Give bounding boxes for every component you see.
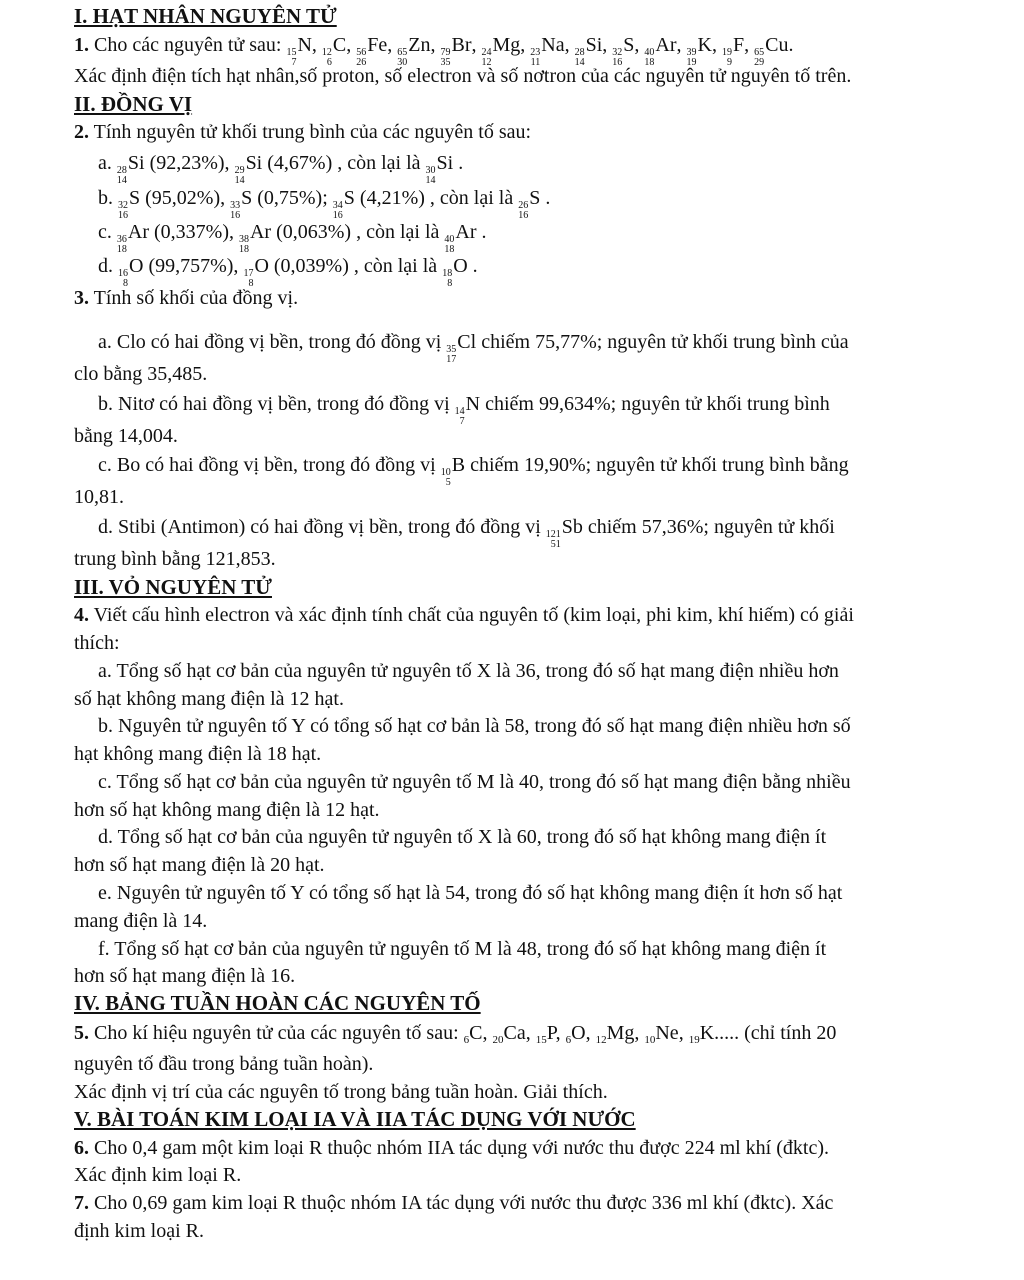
isotope-si28: 28 14 Si bbox=[574, 34, 603, 68]
isotope-si30: 30 14 Si bbox=[425, 152, 454, 186]
isotope-mg24: 24 12 Mg bbox=[481, 34, 521, 68]
q5-prompt: 5. Cho kí hiệu nguyên tử của các nguyên tố sau: $_6$C, $_{20}$Ca, $_{15}$P, $_6$O, $_{12}$Mg, $_{10}$Ne, $_{19}$K..... (chỉ tính 20 bbox=[74, 1022, 837, 1046]
q6-instruction: Xác định kim loại R. bbox=[74, 1164, 242, 1186]
q4-item-d-cont: hơn số hạt mang điện là 20 hạt. bbox=[74, 854, 325, 876]
isotope-sb121: 121 51 Sb bbox=[545, 516, 583, 550]
isotope-s34: 34 16 S bbox=[332, 187, 355, 221]
isotope-c12: 12 6 C bbox=[321, 34, 347, 68]
section-3-heading: III. VỎ NGUYÊN TỬ bbox=[74, 575, 272, 599]
q3-item-d: d. Stibi (Antimon) có hai đồng vị bền, trong đó đồng vị 121 51 Sb chiếm 57,36%; nguyên tử khối bbox=[98, 516, 835, 550]
atomic-number: 19 bbox=[688, 1034, 700, 1046]
q5-prompt-cont: nguyên tố đầu trong bảng tuần hoàn). bbox=[74, 1053, 374, 1075]
q6-prompt: 6. Cho 0,4 gam một kim loại R thuộc nhóm IIA tác dụng với nước thu được 224 ml khí (đktc). bbox=[74, 1137, 829, 1159]
q3-item-a: a. Clo có hai đồng vị bền, trong đó đồng vị 35 17 Cl chiếm 75,77%; nguyên tử khối trung bình của bbox=[98, 331, 849, 365]
q5-instruction: Xác định vị trí của các nguyên tố trong bảng tuần hoàn. Giải thích. bbox=[74, 1081, 608, 1103]
q3-prompt: 3. Tính số khối của đồng vị. bbox=[74, 287, 299, 309]
q4-item-f-cont: hơn số hạt mang điện là 16. bbox=[74, 965, 296, 987]
q4-prompt: 4. Viết cấu hình electron và xác định tính chất của nguyên tố (kim loại, phi kim, khí hiếm) có giải bbox=[74, 604, 854, 626]
q4-prompt-cont: thích: bbox=[74, 632, 120, 654]
q4-item-f: f. Tổng số hạt cơ bản của nguyên tử nguyên tố M là 48, trong đó số hạt không mang điện ít bbox=[98, 938, 827, 960]
q3-item-b: b. Nitơ có hai đồng vị bền, trong đó đồng vị 14 7 N chiếm 99,634%; nguyên tử khối trung bình bbox=[98, 393, 830, 427]
q7-prompt: 7. Cho 0,69 gam kim loại R thuộc nhóm IA tác dụng với nước thu được 336 ml khí (đktc). Xác bbox=[74, 1192, 834, 1214]
q2-prompt: 2. Tính nguyên tử khối trung bình của các nguyên tố sau: bbox=[74, 121, 532, 143]
q2-item-d: d. 16 8 O (99,757%), 17 8 O (0,039%) , còn lại là 18 8 O . bbox=[98, 255, 478, 289]
q4-item-c: c. Tổng số hạt cơ bản của nguyên tử nguyên tố M là 40, trong đó số hạt mang điện bằng nhiều bbox=[98, 771, 851, 793]
atomic-number: 20 bbox=[492, 1034, 504, 1046]
isotope-s26: 26 16 S bbox=[518, 187, 541, 221]
atomic-number: 6 bbox=[463, 1034, 470, 1046]
q2-item-c: c. 36 18 Ar (0,337%), 38 18 Ar (0,063%) , còn lại là 40 18 Ar . bbox=[98, 221, 487, 255]
q3-item-c-cont: 10,81. bbox=[74, 486, 124, 508]
q3-item-a-cont: clo bằng 35,485. bbox=[74, 363, 208, 385]
isotope-o17: 17 8 O bbox=[243, 255, 269, 289]
isotope-cl35: 35 17 Cl bbox=[446, 331, 477, 365]
isotope-ar38: 38 18 Ar bbox=[238, 221, 272, 255]
isotope-ar40: 40 18 Ar bbox=[644, 34, 677, 68]
q4-item-e-cont: mang điện là 14. bbox=[74, 910, 208, 932]
isotope-si29: 29 14 Si bbox=[234, 152, 263, 186]
isotope-zn65: 65 30 Zn bbox=[397, 34, 431, 68]
q3-item-b-cont: bằng 14,004. bbox=[74, 425, 178, 447]
atomic-number: 12 bbox=[595, 1034, 607, 1046]
atomic-number: 6 bbox=[565, 1034, 572, 1046]
q1-isotope-list: 15 7 N, 12 6 C, 56 26 Fe, 65 30 Zn, 79 35 Br, 24 12 Mg, 23 11 Na, 28 14 Si, 32 16 S, 40 18 Ar, 39 19 K, 19 9 F, 65 29 Cu. bbox=[286, 34, 794, 68]
q4-item-a-cont: số hạt không mang điện là 12 hạt. bbox=[74, 688, 344, 710]
isotope-n14: 14 7 N bbox=[454, 393, 481, 427]
isotope-br79: 79 35 Br bbox=[440, 34, 472, 68]
isotope-ar40: 40 18 Ar bbox=[444, 221, 477, 255]
isotope-n15: 15 7 N bbox=[286, 34, 312, 68]
q4-item-b-cont: hạt không mang điện là 18 hạt. bbox=[74, 743, 322, 765]
q4-item-b: b. Nguyên tử nguyên tố Y có tổng số hạt cơ bản là 58, trong đó số hạt mang điện nhiều hơn số bbox=[98, 715, 851, 737]
element-symbol: Ne bbox=[655, 1022, 679, 1044]
section-1-heading: I. HẠT NHÂN NGUYÊN TỬ bbox=[74, 4, 337, 28]
atomic-number: 10 bbox=[644, 1034, 656, 1046]
element-symbol: O bbox=[571, 1022, 586, 1044]
section-5-heading: V. BÀI TOÁN KIM LOẠI IA VÀ IIA TÁC DỤNG VỚI NƯỚC bbox=[74, 1107, 636, 1131]
q3-item-d-cont: trung bình bằng 121,853. bbox=[74, 548, 276, 570]
section-2-heading: II. ĐỒNG VỊ bbox=[74, 92, 193, 116]
q4-item-d: d. Tổng số hạt cơ bản của nguyên tử nguyên tố X là 60, trong đó số hạt không mang điện ít bbox=[98, 826, 827, 848]
element-symbol: Ca bbox=[503, 1022, 526, 1044]
isotope-s32: 32 16 S bbox=[118, 187, 141, 221]
isotope-s32: 32 16 S bbox=[612, 34, 635, 68]
q3-item-c: c. Bo có hai đồng vị bền, trong đó đồng vị 10 5 B chiếm 19,90%; nguyên tử khối trung bình bằng bbox=[98, 454, 849, 488]
isotope-cu65: 65 29 Cu bbox=[754, 34, 789, 68]
isotope-si28: 28 14 Si bbox=[116, 152, 145, 186]
q7-instruction: định kim loại R. bbox=[74, 1220, 204, 1242]
atomic-number: 15 bbox=[535, 1034, 547, 1046]
q4-item-a: a. Tổng số hạt cơ bản của nguyên tử nguyên tố X là 36, trong đó số hạt mang điện nhiều hơn bbox=[98, 660, 839, 682]
isotope-o18: 18 8 O bbox=[442, 255, 468, 289]
element-symbol: K bbox=[699, 1022, 715, 1044]
q1-line: 1. Cho các nguyên tử sau: 15 7 N, 12 6 C, 56 26 Fe, 65 30 Zn, 79 35 Br, 24 12 Mg, 23 11 Na, 28 14 Si, 32 16 S, 40 18 Ar, 39 19 K, 19 9 F, 65 29 Cu. bbox=[74, 34, 794, 68]
element-symbol: P bbox=[546, 1022, 556, 1044]
q1-instruction: Xác định điện tích hạt nhân,số proton, số electron và số nơtron của các nguyên tử nguyên tố trên. bbox=[74, 65, 852, 87]
q4-item-e: e. Nguyên tử nguyên tố Y có tổng số hạt là 54, trong đó số hạt không mang điện ít hơn số hạt bbox=[98, 882, 843, 904]
isotope-na23: 23 11 Na bbox=[530, 34, 565, 68]
isotope-ar36: 36 18 Ar bbox=[116, 221, 149, 255]
isotope-f19: 19 9 F bbox=[721, 34, 745, 68]
section-4-heading: IV. BẢNG TUẦN HOÀN CÁC NGUYÊN TỐ bbox=[74, 991, 481, 1015]
q5-symbol-list: $_6$C, $_{20}$Ca, $_{15}$P, $_6$O, $_{12}$Mg, $_{10}$Ne, $_{19}$K bbox=[463, 1022, 715, 1046]
element-symbol: C bbox=[469, 1022, 483, 1044]
q2-item-a: a. 28 14 Si (92,23%), 29 14 Si (4,67%) , còn lại là 30 14 Si . bbox=[98, 152, 464, 186]
isotope-b10: 10 5 B bbox=[440, 454, 466, 488]
isotope-fe56: 56 26 Fe bbox=[356, 34, 388, 68]
isotope-o16: 16 8 O bbox=[118, 255, 144, 289]
isotope-k39: 39 19 K bbox=[686, 34, 712, 68]
element-symbol: Mg bbox=[606, 1022, 635, 1044]
q4-item-c-cont: hơn số hạt không mang điện là 12 hạt. bbox=[74, 799, 380, 821]
isotope-s33: 33 16 S bbox=[230, 187, 253, 221]
q2-item-b: b. 32 16 S (95,02%), 33 16 S (0,75%); 34 16 S (4,21%) , còn lại là 26 16 S . bbox=[98, 187, 551, 221]
